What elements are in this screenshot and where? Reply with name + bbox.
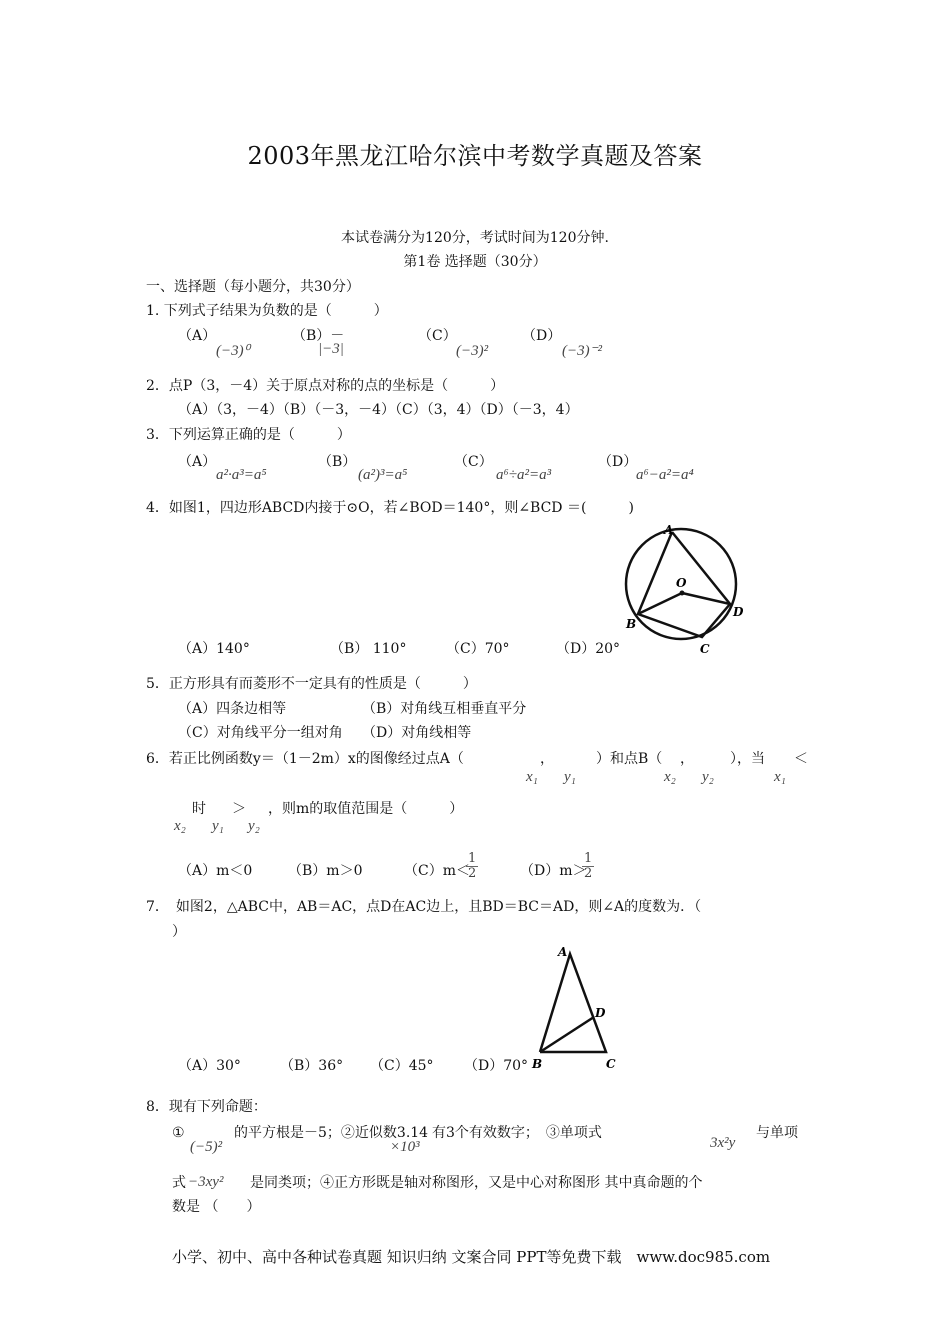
q5-option-c: （C）对角线平分一组对角 — [178, 725, 343, 741]
q3-label-a: （A） — [178, 454, 217, 470]
q3-math-d: a⁶−a²=a⁴ — [636, 467, 694, 483]
q3-label-d: （D） — [598, 454, 638, 470]
q6-sub-x2b: x₂ — [174, 818, 186, 834]
q1-stem: 1. 下列式子结果为负数的是（ ） — [146, 303, 388, 319]
q6-sub-y1b: y₁ — [212, 818, 224, 834]
q6-fraction-c: $\frac{1}{2}$ — [468, 851, 477, 881]
figure-2-triangle — [528, 944, 624, 1074]
fig1-label-d: D — [733, 605, 744, 619]
q1-math-b: |−3| — [318, 341, 344, 357]
fig2-label-c: C — [606, 1057, 616, 1071]
q6-line1-lt: ＜ — [794, 751, 808, 767]
q7-option-d: （D）70° — [464, 1058, 529, 1074]
q8-part-6: 是同类项；④正方形既是轴对称图形，又是中心对称图形 其中真命题的个 — [250, 1175, 703, 1191]
q6-sub-x2: x₂ — [664, 769, 676, 785]
exam-intro: 本试卷满分为120分，考试时间为120分钟. — [341, 230, 609, 246]
fig2-label-a: A — [558, 945, 568, 959]
q8-part-1: ① — [172, 1125, 185, 1141]
q6-option-a: （A）m＜0 — [178, 863, 253, 879]
q3-math-b: (a²)³=a⁵ — [358, 467, 408, 483]
q8-math-2: ×10³ — [390, 1139, 420, 1155]
figure-1-circle-quadrilateral — [618, 524, 753, 659]
q6-line1-a: 6．若正比例函数y＝（1－2m）x的图像经过点A（ — [146, 751, 464, 767]
q8-part-3: 有3个有效数字； ③单项式 — [432, 1125, 602, 1141]
q1-math-d: (−3)⁻² — [562, 343, 603, 359]
q8-part-2: 的平方根是－5；②近似数3.14 — [234, 1125, 429, 1141]
q6-line1-comma2: ， — [680, 751, 694, 767]
volume-heading: 第1卷 选择题（30分） — [403, 254, 547, 270]
q1-label-c: （C） — [418, 328, 457, 344]
q6-sub-y2: y₂ — [702, 769, 714, 785]
q8-part-5: 式 — [172, 1175, 186, 1191]
q6-option-b: （B）m＞0 — [288, 863, 363, 879]
q8-math-3: 3x²y — [710, 1135, 736, 1151]
q6-line2-gt: ＞ — [232, 801, 246, 817]
fig1-label-a: A — [664, 524, 674, 537]
q6-sub-x1b: x₁ — [774, 769, 786, 785]
q3-label-c: （C） — [454, 454, 493, 470]
q8-math-4: −3xy² — [188, 1174, 224, 1190]
q6-line1-comma1: ， — [540, 751, 554, 767]
q6-line2-rest: ，则m的取值范围是（ ） — [268, 801, 464, 817]
q1-label-d: （D） — [522, 328, 562, 344]
q8-math-1: (−5)² — [190, 1139, 223, 1155]
q6-option-c: （C）m＜ — [404, 863, 470, 879]
q6-line1-b: ）和点B（ — [596, 751, 663, 767]
q8-stem: 8．现有下列命题： — [146, 1099, 267, 1115]
q7-option-a: （A）30° — [178, 1058, 241, 1074]
q1-label-b: （B）－ — [292, 328, 345, 344]
q1-math-c: (−3)² — [456, 343, 489, 359]
q4-option-c: （C）70° — [446, 641, 510, 657]
fig1-label-o: O — [676, 576, 687, 590]
page-title: 2003年黑龙江哈尔滨中考数学真题及答案 — [247, 142, 703, 170]
q6-sub-y1: y₁ — [564, 769, 576, 785]
q6-fraction-d: $\frac{1}{2}$ — [584, 851, 593, 881]
fig1-label-b: B — [626, 617, 637, 631]
q6-line1-c: ），当 — [730, 751, 765, 767]
q8-part-4: 与单项 — [756, 1125, 798, 1141]
q6-sub-x1: x₁ — [526, 769, 538, 785]
section-heading: 一、选择题（每小题分，共30分） — [146, 279, 360, 295]
footer-ad: 小学、初中、高中各种试卷真题 知识归纳 文案合同 PPT等免费下载 www.doc985.com — [172, 1248, 771, 1266]
q8-part-7: 数是 （ ） — [172, 1199, 261, 1215]
q1-math-a: (−3)⁰ — [216, 343, 250, 359]
q3-label-b: （B） — [318, 454, 357, 470]
q1-label-a: （A） — [178, 328, 217, 344]
q3-math-c: a⁶÷a²=a³ — [496, 467, 552, 483]
fig2-label-b: B — [532, 1057, 543, 1071]
q7-stem-close: ） — [172, 924, 186, 940]
q7-stem: 7． 如图2，△ABC中，AB＝AC，点D在AC边上，且BD＝BC＝AD，则∠A的度数为．（ — [146, 899, 702, 915]
q5-option-d: （D）对角线相等 — [362, 725, 472, 741]
q6-line2-shi: 时 — [192, 801, 206, 817]
fig2-label-d: D — [595, 1006, 606, 1020]
q4-option-a: （A）140° — [178, 641, 250, 657]
q5-option-a: （A）四条边相等 — [178, 701, 287, 717]
q7-option-c: （C）45° — [370, 1058, 434, 1074]
q7-option-b: （B）36° — [280, 1058, 344, 1074]
q6-option-d: （D）m＞ — [520, 863, 587, 879]
q3-stem: 3．下列运算正确的是（ ） — [146, 427, 351, 443]
q2-options: （A）（3，－4）（B）（－3，－4）（C）（3，4）（D）（－3，4） — [178, 402, 579, 418]
q5-stem: 5．正方形具有而菱形不一定具有的性质是（ ） — [146, 676, 477, 692]
q5-option-b: （B）对角线互相垂直平分 — [362, 701, 527, 717]
q4-option-b: （B） 110° — [330, 641, 407, 657]
q6-sub-y2b: y₂ — [248, 818, 260, 834]
fig1-label-c: C — [700, 642, 710, 656]
q3-math-a: a²·a³=a⁵ — [216, 467, 267, 483]
q4-option-d: （D）20° — [556, 641, 621, 657]
q2-stem: 2．点P（3，－4）关于原点对称的点的坐标是（ ） — [146, 378, 505, 394]
q4-stem: 4．如图1，四边形ABCD内接于⊙O，若∠BOD＝140°，则∠BCD ＝( ) — [146, 500, 634, 516]
